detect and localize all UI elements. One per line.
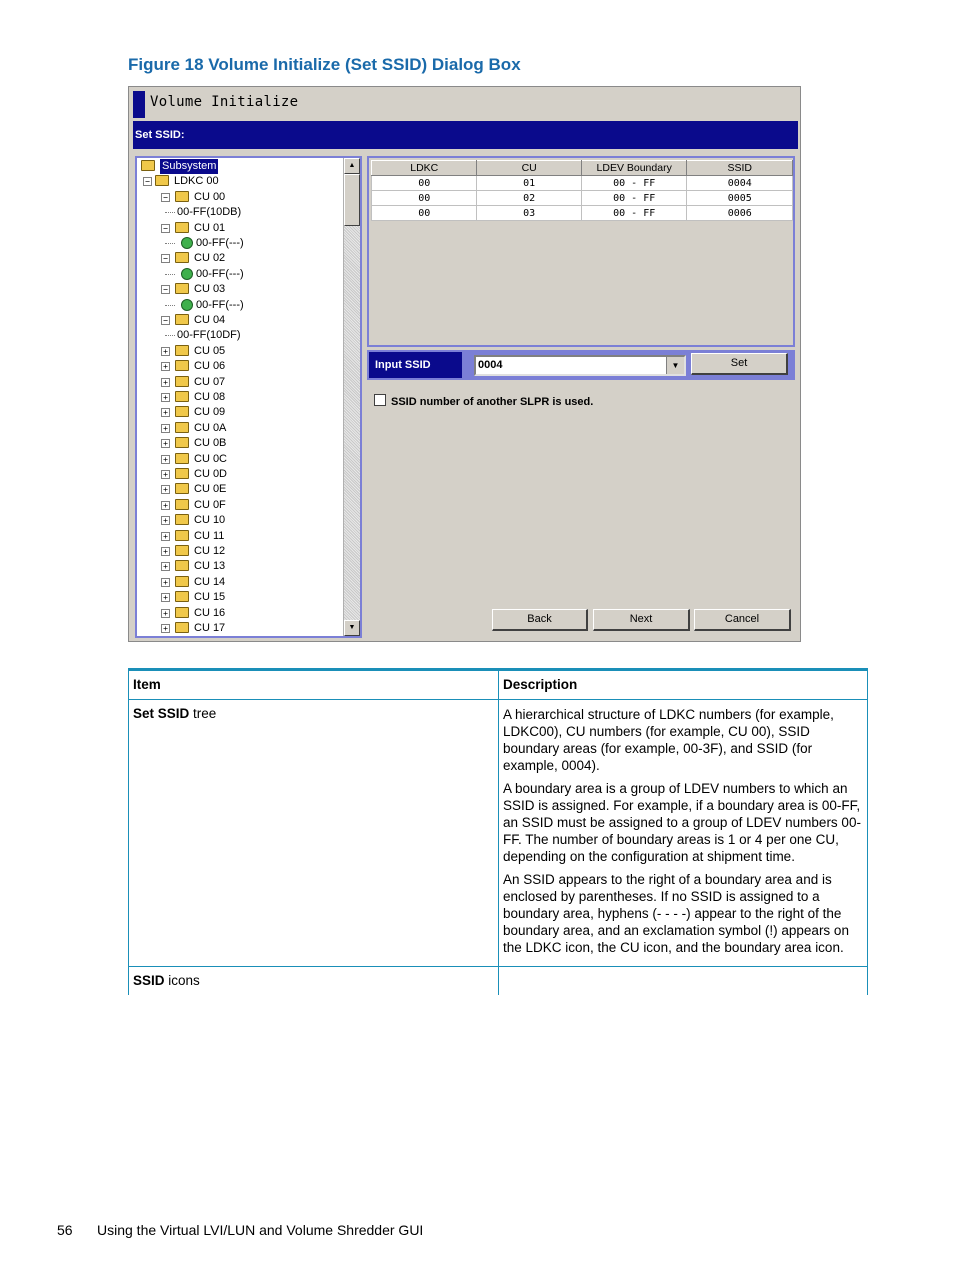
input-ssid-label: Input SSID (369, 352, 462, 378)
tree-connector (165, 243, 175, 244)
description-cell (499, 967, 868, 996)
cu-folder-icon (175, 468, 189, 479)
cu-folder-icon (175, 545, 189, 556)
slpr-checkbox[interactable] (374, 394, 386, 406)
cu-folder-icon (175, 314, 189, 325)
page-footer (57, 1222, 423, 1238)
cell: 00 - FF (581, 176, 687, 191)
expand-icon[interactable]: + (161, 562, 170, 571)
cu-folder-icon (175, 607, 189, 618)
expand-icon[interactable]: + (161, 516, 170, 525)
expand-icon[interactable]: + (161, 609, 170, 618)
next-button[interactable]: Next (593, 609, 690, 631)
collapse-icon[interactable]: − (161, 254, 170, 263)
description-cell (499, 700, 868, 967)
expand-icon[interactable]: + (161, 439, 170, 448)
table-row[interactable] (372, 176, 793, 191)
tree-node-label: CU 08 (194, 391, 226, 403)
tree-node-label: CU 0C (194, 452, 228, 465)
back-button[interactable]: Back (492, 609, 588, 631)
expand-icon[interactable]: + (161, 578, 170, 587)
expand-icon[interactable]: + (161, 455, 170, 464)
ssid-table-panel (367, 156, 795, 347)
cu-folder-icon (175, 499, 189, 510)
tree-node-label: CU 17 (194, 622, 226, 634)
cu-folder-icon (175, 360, 189, 371)
col-ldkc[interactable]: LDKC (372, 161, 477, 176)
expand-icon[interactable]: + (161, 532, 170, 541)
tree-node-label: CU 0E (194, 483, 227, 496)
scroll-down-icon[interactable]: ▼ (344, 620, 360, 636)
table-row (129, 700, 868, 967)
expand-icon[interactable]: + (161, 501, 170, 510)
tree-node-label: 00-FF(---) (196, 237, 244, 249)
expand-icon[interactable]: + (161, 485, 170, 494)
tree-node-label: CU 09 (194, 406, 226, 419)
expand-icon[interactable]: + (161, 624, 170, 633)
description-table (128, 668, 868, 995)
tree-node-label: 00-FF(---) (196, 267, 244, 280)
expand-icon[interactable]: + (161, 393, 170, 402)
tree-node-label: 00-FF(---) (196, 298, 244, 311)
cell: 00 - FF (581, 191, 687, 206)
cu-folder-icon (141, 160, 155, 171)
volume-initialize-dialog (128, 86, 801, 642)
collapse-icon[interactable]: − (161, 193, 170, 202)
collapse-icon[interactable]: − (143, 177, 152, 186)
collapse-icon[interactable]: − (161, 285, 170, 294)
ssid-combo[interactable] (474, 355, 686, 376)
cell: 00 (372, 191, 477, 206)
header-item: Item (129, 670, 499, 700)
collapse-icon[interactable]: − (161, 224, 170, 233)
tree-connector (165, 305, 175, 306)
cu-folder-icon (175, 376, 189, 387)
cu-folder-icon (175, 252, 189, 263)
tree-node-label: CU 01 (194, 221, 226, 234)
tree-node-label: Subsystem (162, 160, 217, 172)
cu-folder-icon (175, 453, 189, 464)
item-suffix: icons (164, 973, 200, 988)
table-row (129, 967, 868, 996)
cu-folder-icon (175, 591, 189, 602)
slpr-checkbox-label: SSID number of another SLPR is used. (391, 396, 594, 408)
item-name: SSID (133, 973, 165, 988)
tree-node-label: CU 0F (194, 498, 226, 511)
cell: 0005 (687, 191, 793, 206)
item-suffix: tree (189, 706, 217, 721)
expand-icon[interactable]: + (161, 362, 170, 371)
cell: 0006 (687, 206, 793, 221)
cu-folder-icon (175, 622, 189, 633)
tree-node-label: CU 05 (194, 344, 226, 357)
boundary-area-icon (181, 299, 193, 311)
cu-folder-icon (175, 391, 189, 402)
boundary-area-icon (181, 268, 193, 280)
cell: 0004 (687, 176, 793, 191)
tree-node-label: CU 12 (194, 545, 226, 557)
cu-folder-icon (175, 530, 189, 541)
tree-connector (165, 335, 175, 336)
tree-node-label: CU 0B (194, 437, 227, 450)
description-paragraph: An SSID appears to the right of a boundary area and is enclosed by parentheses. If no SSID is assigned to a boundary area, hyphens (- - - -) appear to the right of the boundary area, and an exclamation symbol (!) appears on the LDKC icon, the CU icon, and the boundary area icon. (503, 872, 849, 955)
tree-node-label: CU 06 (194, 360, 226, 373)
tree-node-label: CU 10 (194, 514, 226, 527)
cell: 00 - FF (581, 206, 687, 221)
cell: 01 (477, 176, 581, 191)
cu-folder-icon (175, 283, 189, 294)
cell: 00 (372, 176, 477, 191)
set-button[interactable]: Set (691, 353, 788, 375)
tree-node-label: CU 03 (194, 283, 226, 296)
tree-connector (165, 212, 175, 213)
table-row[interactable] (372, 191, 793, 206)
page-number: 56 (57, 1222, 73, 1238)
tree-scrollbar[interactable] (343, 158, 360, 636)
tree-node-label: CU 0D (194, 468, 228, 480)
tree-node-label: 00-FF(10DB) (177, 206, 242, 219)
ssid-table (371, 160, 793, 221)
tree-node-label: LDKC 00 (174, 175, 219, 188)
expand-icon[interactable]: + (161, 470, 170, 479)
tree-node-label: CU 14 (194, 575, 226, 588)
collapse-icon[interactable]: − (161, 316, 170, 325)
table-row[interactable] (372, 206, 793, 221)
chevron-down-icon[interactable]: ▼ (666, 357, 684, 374)
tree-connector (165, 274, 175, 275)
expand-icon[interactable]: + (161, 547, 170, 556)
dialog-title: Volume Initialize (150, 94, 299, 110)
cancel-button[interactable]: Cancel (694, 609, 791, 631)
cu-folder-icon (175, 222, 189, 233)
tree-node-label: CU 11 (194, 529, 225, 542)
title-accent (133, 91, 145, 118)
expand-icon[interactable]: + (161, 408, 170, 417)
ssid-tree[interactable] (135, 156, 362, 638)
expand-icon[interactable]: + (161, 347, 170, 356)
cell: 03 (477, 206, 581, 221)
col-ssid[interactable]: SSID (687, 161, 793, 176)
cu-folder-icon (175, 406, 189, 417)
cu-folder-icon (175, 576, 189, 587)
item-name: Set SSID (133, 706, 190, 721)
item-cell (129, 700, 499, 967)
cu-folder-icon (175, 483, 189, 494)
col-ldev-boundary[interactable]: LDEV Boundary (581, 161, 687, 176)
cu-folder-icon (175, 191, 189, 202)
tree-node-label: CU 15 (194, 591, 226, 604)
item-cell (129, 967, 499, 996)
tree-node-label: CU 16 (194, 606, 226, 619)
cu-folder-icon (175, 437, 189, 448)
tree-node-label: 00-FF(10DF) (177, 329, 241, 342)
cell: 02 (477, 191, 581, 206)
tree-node-label: CU 00 (194, 190, 226, 203)
expand-icon[interactable]: + (161, 424, 170, 433)
tree-node-label: CU 07 (194, 375, 226, 388)
set-ssid-header: Set SSID: (133, 121, 798, 149)
scroll-up-icon[interactable]: ▲ (344, 158, 360, 174)
scroll-thumb[interactable] (344, 174, 360, 226)
expand-icon[interactable]: + (161, 593, 170, 602)
tree-node-label: CU 02 (194, 252, 226, 265)
figure-title: Figure 18 Volume Initialize (Set SSID) Dialog Box (128, 55, 521, 74)
cu-folder-icon (175, 345, 189, 356)
tree-node-label: CU 0A (194, 421, 227, 434)
slpr-checkbox-row[interactable] (374, 394, 593, 408)
header-description: Description (499, 670, 868, 700)
ssid-combo-value: 0004 (478, 359, 503, 371)
cu-folder-icon (175, 514, 189, 525)
tree-node-label: CU 13 (194, 560, 226, 573)
cu-folder-icon (175, 422, 189, 433)
cu-folder-icon (175, 560, 189, 571)
boundary-area-icon (181, 237, 193, 249)
tree-node-label: CU 04 (194, 314, 226, 326)
ldkc-icon (155, 175, 169, 186)
col-cu[interactable]: CU (477, 161, 581, 176)
footer-text: Using the Virtual LVI/LUN and Volume Shredder GUI (97, 1222, 424, 1238)
description-paragraph: A boundary area is a group of LDEV numbers to which an SSID is assigned. For example, if a boundary area is 00-FF, an SSID must be assigned to a group of LDEV numbers 00-FF. The number of boundary areas is 1 or 4 per one CU, depending on the configuration at shipment time. (503, 781, 861, 864)
expand-icon[interactable]: + (161, 378, 170, 387)
cell: 00 (372, 206, 477, 221)
description-paragraph: A hierarchical structure of LDKC numbers (for example, LDKC00), CU numbers (for example, CU 00), SSID boundary areas (for example, 00-3F), and SSID (for example, 0004). (503, 707, 834, 773)
